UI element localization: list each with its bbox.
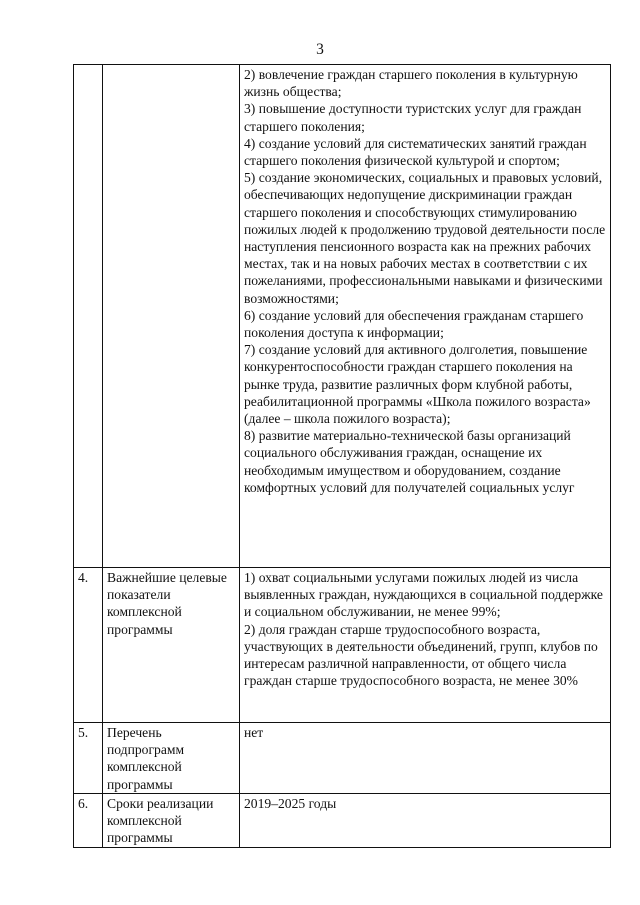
content-item: 3) повышение доступности туристских услуг для граждан старшего поколения; (244, 101, 582, 134)
program-passport-table (73, 64, 611, 848)
row-label (103, 65, 240, 568)
row-label: Сроки реализации комплексной программы (103, 793, 240, 847)
content-item: 2) вовлечение граждан старшего поколения в культурную жизнь общества; (244, 67, 578, 100)
row-number (74, 65, 103, 568)
content-item: 1) охват социальными услугами пожилых людей из числа выявленных граждан, нуждающихся в социальной поддержке и социальном обслуживании, не менее 99%; (244, 570, 603, 620)
row-content (240, 568, 611, 723)
table-row (74, 568, 611, 723)
page-number: 3 (316, 41, 324, 58)
row-content (240, 65, 611, 568)
row-label: Перечень подпрограмм комплексной программы (103, 723, 240, 794)
row-content (240, 793, 611, 847)
table-row (74, 793, 611, 847)
table-row (74, 723, 611, 794)
content-item: 8) развитие материально-технической базы организаций социального обслуживания граждан, оснащение их необходимым имуществом и оборудованием, создание комфортных условий для получателей социальных услуг (244, 428, 575, 495)
row-number: 4. (74, 568, 103, 723)
content-item: 2019–2025 годы (244, 795, 337, 811)
content-item: 2) доля граждан старше трудоспособного возраста, участвующих в деятельности объединений, групп, клубов по интересам различной направленности, от общего числа граждан старше трудоспособного возраста, не менее 30% (244, 621, 598, 689)
content-item: 6) создание условий для обеспечения гражданам старшего поколения доступа к информации; (244, 307, 584, 341)
table-row (74, 65, 611, 568)
row-content (240, 723, 611, 794)
content-item: нет (244, 725, 264, 740)
content-item: 4) создание условий для систематических занятий граждан старшего поколения физической культурой и спортом; (244, 135, 587, 169)
content-item: 7) создание условий для активного долголетия, повышение конкурентоспособности граждан старшего поколения на рынке труда, развитие различных форм клубной работы, реабилитационной программы «Школа пожилого возраста» (далее – школа пожилого возраста); (244, 342, 591, 427)
content-item: 5) создание экономических, социальных и правовых условий, обеспечивающих недопущение дискриминации граждан старшего поколения и способствующих стимулированию пожилых людей к продолжению трудовой деятельности после наступления пенсионного возраста как на прежних рабочих местах, так и на новых рабочих местах в соответствии с их пожеланиями, профессиональными навыками и физическими возможностями; (244, 170, 606, 306)
row-number: 5. (74, 723, 103, 794)
row-number: 6. (74, 793, 103, 847)
row-label: Важнейшие целевые показатели комплексной программы (103, 568, 240, 723)
